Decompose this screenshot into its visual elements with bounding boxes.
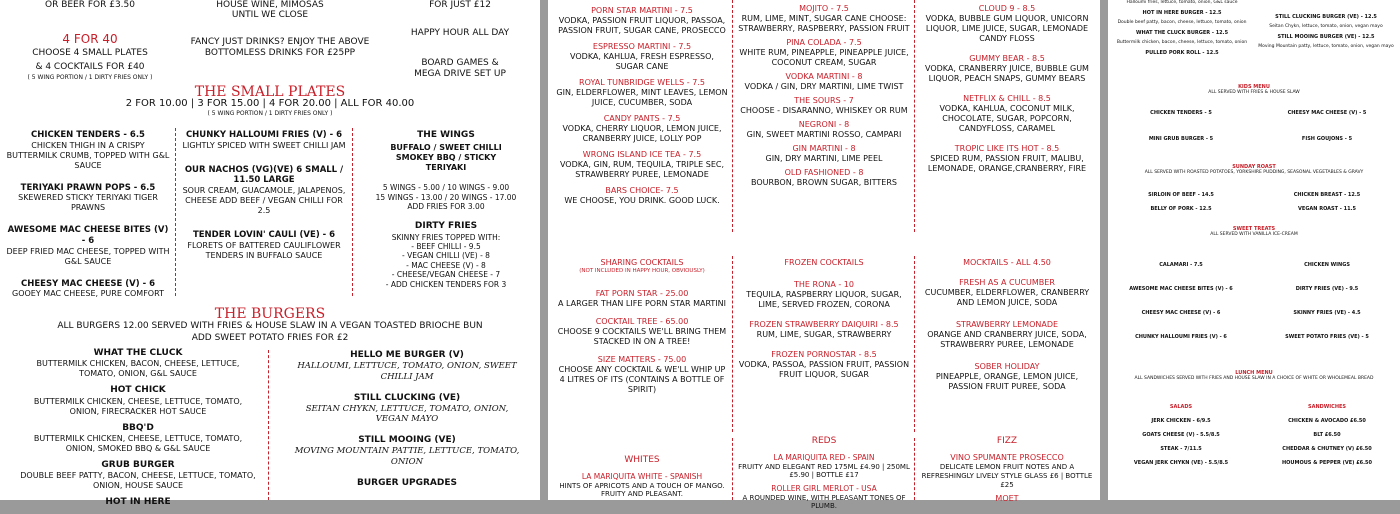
menu-item <box>6 130 170 171</box>
sandwich-item: CHEDDAR & CHUTNEY (V) £6.50 <box>1282 446 1372 452</box>
sharing-note: (NOT INCLUDED IN HAPPY HOUR, OBVIOUSLY) <box>579 268 705 274</box>
menu-item <box>556 42 728 72</box>
p3-line: HOT IN HERE BURGER - 12.5 <box>1142 10 1222 17</box>
lunch-title: LUNCH MENU <box>1235 370 1273 376</box>
sunday-items <box>1108 192 1400 222</box>
item-desc: VODKA, KAHLUA, FRESH ESPRESSO, SUGAR CANE <box>570 52 714 71</box>
wings-title: THE WINGS <box>417 130 475 140</box>
whites-title: WHITES <box>624 455 660 465</box>
p3-line: WHAT THE CLUCK BURGER - 12.5 <box>1135 30 1229 37</box>
item-desc: DOUBLE BEEF PATTY, BACON, CHEESE, LETTUCE, TOMATO, ONION, HOUSE SAUCE <box>20 471 256 490</box>
salad-item: VEGAN JERK CHYKN (VE) - 5.5/8.5 <box>1133 460 1229 466</box>
top-mid-text-1: HOUSE WINE, MIMOSAS <box>216 0 324 10</box>
menu-item <box>920 362 1094 392</box>
menu-item <box>20 497 256 508</box>
item-name: COCKTAIL TREE - 65.00 <box>595 316 689 326</box>
p3-top-left <box>1112 0 1252 60</box>
salads-list <box>1108 418 1254 466</box>
item-name: GIN MARTINI - 8 <box>792 144 856 153</box>
item-name: ROYAL TUNBRIDGE WELLS - 7.5 <box>579 78 705 87</box>
p3-item: AWESOME MAC CHEESE BITES (V) - 6 <box>1129 286 1233 292</box>
burgers-left-col <box>20 348 256 514</box>
wings-desc: BUFFALO / SWEET CHILLI SMOKEY BBQ / STICKY TERIYAKI <box>390 143 502 173</box>
menu-item <box>556 114 728 144</box>
item-name: PORN STAR MARTINI - 7.5 <box>591 6 693 15</box>
p3-item: CHEESY MAC CHEESE (V) - 6 <box>1141 310 1221 316</box>
fizz-1-name: VINO SPUMANTE PROSECCO <box>950 453 1064 463</box>
salads <box>1108 404 1254 466</box>
item-desc: BUTTERMILK CHICKEN, BACON, CHEESE, LETTUCE, TOMATO, ONION, G&L SAUCE <box>36 359 240 379</box>
frozen-list <box>738 280 910 380</box>
menu-item <box>20 348 256 379</box>
drinks-menu-page <box>548 0 1100 511</box>
board-games-2: MEGA DRIVE SET UP <box>414 69 506 79</box>
p3-line: Halloumi fries, lettuce, tomato, onion, G&L sauce <box>1126 0 1238 5</box>
fancy-line-2: BOTTOMLESS DRINKS FOR £25PP <box>204 48 356 58</box>
menu-item <box>6 183 170 214</box>
p3-item: DIRTY FRIES (VE) - 9.5 <box>1295 286 1359 292</box>
item-name: ESPRESSO MARTINI - 7.5 <box>592 42 692 51</box>
menu-item <box>556 317 728 347</box>
item-name: STILL MOOING (VE) <box>358 435 456 445</box>
menu-item <box>738 72 910 92</box>
item-name: HELLO ME BURGER (V) <box>350 350 464 360</box>
menu-item <box>738 96 910 116</box>
item-desc: WHITE RUM, PINEAPPLE, PINEAPPLE JUICE, COCONUT CREAM, SUGAR <box>739 48 909 67</box>
item-desc: CHOOSE - DISARANNO, WHISKEY OR RUM <box>740 106 908 115</box>
item-desc: VODKA, PASSION FRUIT LIQUOR, PASSOA, PASSION FRUIT, SUGAR CANE, PROSECCO <box>558 16 726 35</box>
wings-prices-1: 5 WINGS - 5.00 / 10 WINGS - 9.00 <box>382 183 510 193</box>
item-name: NEGRONI - 8 <box>798 120 850 129</box>
menu-item <box>6 225 170 266</box>
item-desc: CHOOSE 9 COCKTAILS WE'LL BRING THEM STACKED IN ON A TREE! <box>557 326 727 346</box>
item-desc: DEEP FRIED MAC CHEESE, TOPPED WITH G&L SAUCE <box>6 246 170 266</box>
dirty-fries-line: SKINNY FRIES TOPPED WITH: <box>391 232 501 242</box>
item-name: FROZEN PORNOSTAR - 8.5 <box>771 350 877 359</box>
item-name: WRONG ISLAND ICE TEA - 7.5 <box>582 150 702 159</box>
salad-item: JERK CHICKEN - 6/9.5 <box>1151 418 1211 424</box>
sharing-section <box>556 258 728 403</box>
fizz-section <box>920 436 1094 504</box>
item-name: AWESOME MAC CHEESE BITES (V) - 6 <box>7 225 169 246</box>
item-desc: TEQUILA, RASPBERRY LIQUOR, SUGAR, LIME, SERVED FROZEN, CORONA <box>746 290 902 309</box>
item-name: GUMMY BEAR - 8.5 <box>969 54 1045 63</box>
menu-item <box>738 280 910 310</box>
menu-item <box>556 150 728 180</box>
wings-fries: ADD FRIES FOR 3.00 <box>407 202 485 211</box>
p3-line: STILL MOOING BURGER (VE) - 12.5 <box>1277 34 1375 41</box>
p3-item: FISH GOUJONS - 5 <box>1301 136 1353 142</box>
sharing-title: SHARING COCKTAILS <box>600 258 684 267</box>
burgers-right-col <box>290 350 524 499</box>
menu-item <box>556 289 728 309</box>
item-desc: MOVING MOUNTAIN PATTIE, LETTUCE, TOMATO, ONION <box>294 446 520 467</box>
menu-item <box>556 355 728 395</box>
fizz-title: FIZZ <box>996 436 1018 446</box>
item-desc: SOUR CREAM, GUACAMOLE, JALAPENOS, CHEESE ADD BEEF / VEGAN CHILLI FOR 2.5 <box>182 185 346 215</box>
menu-item <box>738 120 910 140</box>
small-plates-note: ( 5 WING PORTION / 1 DIRTY FRIES ONLY ) <box>207 110 333 117</box>
divider <box>914 256 915 432</box>
sunday-roast <box>1108 164 1400 176</box>
menu-item <box>20 385 256 416</box>
whites-section <box>556 455 728 499</box>
sandwiches-title: SANDWICHES <box>1307 404 1347 410</box>
item-name: PINA COLADA - 7.5 <box>786 38 862 47</box>
fizz-2-name: MOET <box>995 493 1019 503</box>
item-name: SOBER HOLIDAY <box>974 362 1040 371</box>
p3-item: MINI GRUB BURGER - 5 <box>1148 136 1214 142</box>
cocktails-right <box>920 4 1094 184</box>
menu-item <box>738 38 910 68</box>
sandwich-item: BLT £6.50 <box>1313 432 1341 438</box>
dirty-fries-line: - BEEF CHILLI - 9.5 <box>411 242 481 251</box>
salad-item: STEAK - 7/11.5 <box>1160 446 1202 452</box>
menu-item <box>738 350 910 380</box>
item-name: NETFLIX & CHILL - 8.5 <box>963 94 1051 103</box>
sweet-title: SWEET TREATS <box>1232 226 1276 232</box>
four-for-40-line-2: & 4 COCKTAILS FOR £40 <box>35 62 145 72</box>
menu-item <box>738 320 910 340</box>
divider <box>732 256 733 432</box>
item-desc: GIN, DRY MARTINI, LIME PEEL <box>765 154 883 163</box>
p3-item: SIRLOIN OF BEEF - 14.5 <box>1148 192 1214 198</box>
lunch-sub: ALL SANDWICHES SERVED WITH FRIES AND HOUSE SLAW IN A CHOICE OF WHITE OR WHOLEMEAL BREAD <box>1134 376 1374 381</box>
menu-item <box>920 278 1094 308</box>
small-plates-deal: 2 FOR 10.00 | 3 FOR 15.00 | 4 FOR 20.00 | ALL FOR 40.00 <box>125 98 415 109</box>
four-for-40-note: ( 5 WING PORTION / 1 DIRTY FRIES ONLY ) <box>27 74 153 81</box>
dirty-fries-title: DIRTY FRIES <box>414 221 478 232</box>
item-name: HOT CHICK <box>110 385 166 396</box>
whites-1-name: LA MARIQUITA WHITE - SPANISH <box>581 472 703 482</box>
four-for-40-line-1: CHOOSE 4 SMALL PLATES <box>32 48 148 58</box>
item-desc: VODKA, KAHLUA, COCONUT MILK, CHOCOLATE, SUGAR, POPCORN, CANDYFLOSS, CARAMEL <box>939 104 1075 133</box>
p3-item: VEGAN ROAST - 11.5 <box>1298 206 1356 212</box>
p3-item: SWEET POTATO FRIES (VE) - 5 <box>1285 334 1369 340</box>
item-desc: A LARGER THAN LIFE PORN STAR MARTINI <box>557 298 727 308</box>
item-name: BBQ'D <box>122 422 154 433</box>
item-name: CANDY PANTS - 7.5 <box>603 114 681 123</box>
item-name: OLD FASHIONED - 8 <box>784 168 864 177</box>
p3-line: Double beef patty, bacon, cheese, lettuce, tomato, onion <box>1117 20 1247 26</box>
burgers-desc-2: ADD SWEET POTATO FRIES FOR £2 <box>191 333 349 343</box>
item-name: WHAT THE CLUCK <box>93 348 183 358</box>
item-name: SIZE MATTERS - 75.00 <box>597 354 687 364</box>
item-name: FAT PORN STAR - 25.00 <box>595 288 689 298</box>
dirty-fries-line: - MAC CHEESE (V) - 8 <box>406 260 486 270</box>
item-desc: GOOEY MAC CHEESE, PURE COMFORT <box>12 289 164 299</box>
item-name: OUR NACHOS (VG)(VE) 6 SMALL / 11.50 LARGE <box>184 164 344 186</box>
small-plates-col-2 <box>180 130 348 275</box>
sunday-title: SUNDAY ROAST <box>1232 164 1276 170</box>
sweet-sub: ALL SERVED WITH VANILLA ICE-CREAM <box>1210 232 1298 237</box>
top-left-text: OR BEER FOR £3.50 <box>45 0 135 10</box>
item-desc: BUTTERMILK CHICKEN, CHEESE, LETTUCE, TOMATO, ONION, SMOKED BBQ & G&L SAUCE <box>33 433 243 453</box>
menu-item <box>738 144 910 164</box>
p3-line: STILL CLUCKING BURGER (VE) - 12.5 <box>1275 14 1377 20</box>
item-desc: VODKA, BUBBLE GUM LIQUOR, UNICORN LIQUOR, LIME JUICE, SUGAR, LEMONADE CANDY FLOSS <box>925 14 1089 43</box>
four-for-40-title: 4 FOR 40 <box>62 32 118 46</box>
item-desc: BOURBON, BROWN SUGAR, BITTERS <box>751 178 897 187</box>
divider <box>914 438 915 500</box>
dirty-fries-line: - ADD CHICKEN TENDERS FOR 3 <box>385 279 507 289</box>
menu-item <box>738 4 910 34</box>
menu-item <box>920 94 1094 134</box>
full-menu-page <box>1108 0 1400 500</box>
menu-item <box>556 78 728 108</box>
item-desc: CUCUMBER, ELDERFLOWER, CRANBERRY AND LEMON JUICE, SODA <box>924 288 1090 307</box>
item-name: VODKA MARTINI - 8 <box>785 72 863 81</box>
top-right-text: FOR JUST £12 <box>429 0 491 10</box>
item-name: STILL CLUCKING (VE) <box>353 392 461 403</box>
reds-section <box>738 436 910 511</box>
mocktails-list <box>920 278 1094 392</box>
divider <box>732 438 733 500</box>
item-name: TENDER LOVIN' CAULI (VE) - 6 <box>192 229 336 240</box>
burgers-desc-1: ALL BURGERS 12.00 SERVED WITH FRIES & HOUSE SLAW IN A VEGAN TOASTED BRIOCHE BUN <box>57 321 483 331</box>
sandwiches <box>1254 404 1400 466</box>
item-desc: HALLOUMI, LETTUCE, TOMATO, ONION, SWEET CHILLI JAM <box>297 361 517 382</box>
reds-title: REDS <box>811 436 837 446</box>
menu-item <box>556 6 728 36</box>
burgers-title: THE BURGERS <box>214 306 326 322</box>
small-plates-col-1 <box>6 130 170 311</box>
item-name: CHUNKY HALLOUMI FRIES (V) - 6 <box>185 130 343 140</box>
menu-item <box>290 393 524 426</box>
p3-top-right <box>1256 0 1396 54</box>
item-name: TROPIC LIKE ITS HOT - 8.5 <box>954 144 1060 153</box>
menu-item <box>20 460 256 491</box>
top-mid-text-2: UNTIL WE CLOSE <box>231 10 309 20</box>
item-name: THE RONA - 10 <box>794 280 854 289</box>
item-name: BARS CHOICE- 7.5 <box>605 186 679 195</box>
item-desc: SKEWERED STICKY TERIYAKI TIGER PRAWNS <box>18 193 158 213</box>
kids-sub: ALL SERVED WITH FRIES & HOUSE SLAW <box>1208 90 1300 95</box>
menu-item <box>920 144 1094 174</box>
p3-line: Moving Mountain patty, lettuce, tomato, onion, vegan mayo <box>1258 44 1394 50</box>
fizz-1-desc: DELICATE LEMON FRUIT NOTES AND A REFRESHINGLY LIVELY STYLE GLASS £6 | BOTTLE £25 <box>921 463 1093 489</box>
sharing-list <box>556 289 728 395</box>
item-name: STRAWBERRY LEMONADE <box>955 320 1059 329</box>
p3-line: Buttermilk chicken, bacon, cheese, lettuce, tomato, onion <box>1116 40 1248 46</box>
p3-item: SKINNY FRIES (VE) - 4.5 <box>1293 310 1361 316</box>
menu-item <box>6 279 170 300</box>
whites-1-desc: HINTS OF APRICOTS AND A TOUCH OF MANGO. FRUITY AND PLEASANT. <box>559 481 725 499</box>
cocktails-left <box>556 6 728 212</box>
item-desc: SEITAN CHYKN, LETTUCE, TOMATO, ONION, VEGAN MAYO <box>305 403 509 425</box>
menu-item <box>920 54 1094 84</box>
reds-1-desc: FRUITY AND ELEGANT RED 175ML £4.90 | 250ML £5.90 | BOTTLE £17 <box>738 462 910 480</box>
menu-item <box>556 186 728 206</box>
item-desc: PINEAPPLE, ORANGE, LEMON JUICE, PASSION FRUIT PUREE, SODA <box>935 372 1079 391</box>
item-name: CLOUD 9 - 8.5 <box>978 4 1036 13</box>
small-plates-title: THE SMALL PLATES <box>194 84 346 100</box>
reds-2-name: ROLLER GIRL MERLOT - USA <box>771 484 877 494</box>
food-menu-page <box>0 0 540 507</box>
item-name: THE SOURS - 7 <box>794 96 854 105</box>
menu-item <box>738 168 910 188</box>
divider <box>175 128 176 296</box>
item-desc: CHOOSE ANY COCKTAIL & WE'LL WHIP UP 4 LITRES OF ITS (CONTAINS A BOTTLE OF SPIRIT) <box>558 364 726 394</box>
kids-menu <box>1108 84 1400 96</box>
item-name: CHICKEN TENDERS - 6.5 <box>31 130 145 140</box>
small-items <box>1108 262 1400 362</box>
menu-item <box>920 4 1094 44</box>
p3-line: PULLED PORK ROLL - 12.5 <box>1145 50 1219 57</box>
item-name: FRESH AS A CUCUMBER <box>959 278 1055 287</box>
item-desc: VODKA / GIN, DRY MARTINI, LIME TWIST <box>744 82 904 91</box>
item-desc: BUTTERMILK CHICKEN, CHEESE, LETTUCE, TOMATO, ONION, FIRECRACKER HOT SAUCE <box>33 396 243 416</box>
lunch-menu <box>1108 370 1400 382</box>
menu-item <box>290 350 524 383</box>
sandwich-item: HOUMOUS & PEPPER (VE) £6.50 <box>1281 460 1373 466</box>
item-name: TERIYAKI PRAWN POPS - 6.5 <box>20 182 156 193</box>
item-name: GRUB BURGER <box>101 459 175 470</box>
item-desc: CHICKEN THIGH IN A CRISPY BUTTERMILK CRUMB, TOPPED WITH G&L SAUCE <box>6 140 170 170</box>
divider <box>732 0 733 232</box>
item-desc: ORANGE AND CRANBERRY JUICE, SODA, STRAWBERRY PUREE, LEMONADE <box>927 330 1087 349</box>
p3-item: CHEESY MAC CHEESE (V) - 5 <box>1287 110 1367 116</box>
item-name: CHEESY MAC CHEESE (V) - 6 <box>21 278 155 289</box>
menu-item <box>20 423 256 454</box>
item-desc: WE CHOOSE, YOU DRINK. GOOD LUCK. <box>564 196 720 205</box>
wings-prices-2: 15 WINGS - 13.00 / 20 WINGS - 17.00 <box>375 192 517 202</box>
dirty-fries-lines <box>358 233 534 289</box>
p3-item: BELLY OF PORK - 12.5 <box>1150 206 1212 212</box>
p3-item: CALAMARI - 7.5 <box>1159 262 1203 268</box>
dirty-fries-line: - VEGAN CHILLI (VE) - 8 <box>402 251 490 261</box>
menu-item <box>290 435 524 468</box>
sunday-sub: ALL SERVED WITH ROASTED POTATOES, YORKSHIRE PUDDING, SEASONAL VEGETABLES & GRAVY <box>1144 170 1364 175</box>
item-desc: GIN, SWEET MARTINI ROSSO, CAMPARI <box>746 130 902 139</box>
happy-hour: HAPPY HOUR ALL DAY <box>410 28 510 38</box>
p3-item: CHUNKY HALLOUMI FRIES (V) - 6 <box>1135 334 1227 340</box>
item-desc: RUM, LIME, MINT, SUGAR CANE CHOOSE: STRAWBERRY, RASPBERRY, PASSION FRUIT <box>738 14 910 33</box>
menu-item <box>290 478 524 489</box>
item-name: FROZEN STRAWBERRY DAIQUIRI - 8.5 <box>749 320 899 329</box>
item-name: MOJITO - 7.5 <box>799 4 849 13</box>
kids-items <box>1108 110 1400 162</box>
menu-item <box>920 320 1094 350</box>
item-desc: SPICED RUM, PASSION FRUIT, MALIBU, LEMONADE, ORANGE,CRANBERRY, FIRE <box>927 154 1087 173</box>
divider <box>268 350 269 500</box>
wings-section <box>358 130 534 289</box>
item-desc: LIGHTLY SPICED WITH SWEET CHILLI JAM <box>182 140 346 150</box>
menu-item <box>180 230 348 261</box>
item-desc: GIN, ELDERFLOWER, MINT LEAVES, LEMON JUICE, CUCUMBER, SODA <box>556 88 728 107</box>
salad-item: GOATS CHEESE (V) - 5.5/8.5 <box>1142 432 1220 438</box>
item-name: BURGER UPGRADES <box>357 477 457 488</box>
sandwich-item: CHICKEN & AVOCADO £6.50 <box>1288 418 1366 424</box>
reds-1-name: LA MARIQUITA RED - SPAIN <box>773 453 875 463</box>
item-name: HOT IN HERE <box>105 497 171 507</box>
mocktails-title: MOCKTAILS - ALL 4.50 <box>963 258 1051 267</box>
frozen-title: FROZEN COCKTAILS <box>784 258 864 267</box>
item-desc: FLORETS OF BATTERED CAULIFLOWER TENDERS IN BUFFALO SAUCE <box>187 240 341 260</box>
sweet-treats <box>1108 226 1400 238</box>
salads-title: SALADS <box>1169 404 1193 410</box>
menu-item <box>180 165 348 216</box>
cocktails-mid <box>738 4 910 192</box>
item-desc: VODKA, CRANBERRY JUICE, BUBBLE GUM LIQUOR, PEACH SNAPS, GUMMY BEARS <box>925 64 1089 83</box>
fancy-line-1: FANCY JUST DRINKS? ENJOY THE ABOVE <box>190 37 370 47</box>
divider <box>352 128 353 296</box>
board-games-1: BOARD GAMES & <box>421 58 499 68</box>
divider <box>914 0 915 232</box>
kids-title: KIDS MENU <box>1238 84 1270 90</box>
reds-2-desc: A ROUNDED WINE, WITH PLEASANT TONES OF PLUMB. <box>742 493 906 511</box>
frozen-section <box>738 258 910 390</box>
mocktails-section <box>920 258 1094 404</box>
item-desc: VODKA, PASSOA, PASSION FRUIT, PASSION FRUIT LIQUOR, SUGAR <box>738 360 910 379</box>
item-desc: RUM, LIME, SUGAR, STRAWBERRY <box>756 330 892 339</box>
item-desc: VODKA, GIN, RUM, TEQUILA, TRIPLE SEC, STRAWBERRY PUREE, LEMONADE <box>559 160 725 179</box>
menu-item <box>180 130 348 151</box>
p3-item: CHICKEN TENDERS - 5 <box>1150 110 1212 116</box>
sandwiches-list <box>1254 418 1400 466</box>
p3-line: Seitan Chykn, lettuce, tomato, onion, vegan mayo <box>1269 24 1383 29</box>
dirty-fries-line: - CHEESE/VEGAN CHEESE - 7 <box>391 270 501 280</box>
p3-item: CHICKEN BREAST - 12.5 <box>1293 192 1361 198</box>
item-desc: VODKA, CHERRY LIQUOR, LEMON JUICE, CRANBERRY JUICE, LOLLY POP <box>562 124 722 143</box>
p3-item: CHICKEN WINGS <box>1304 262 1350 268</box>
